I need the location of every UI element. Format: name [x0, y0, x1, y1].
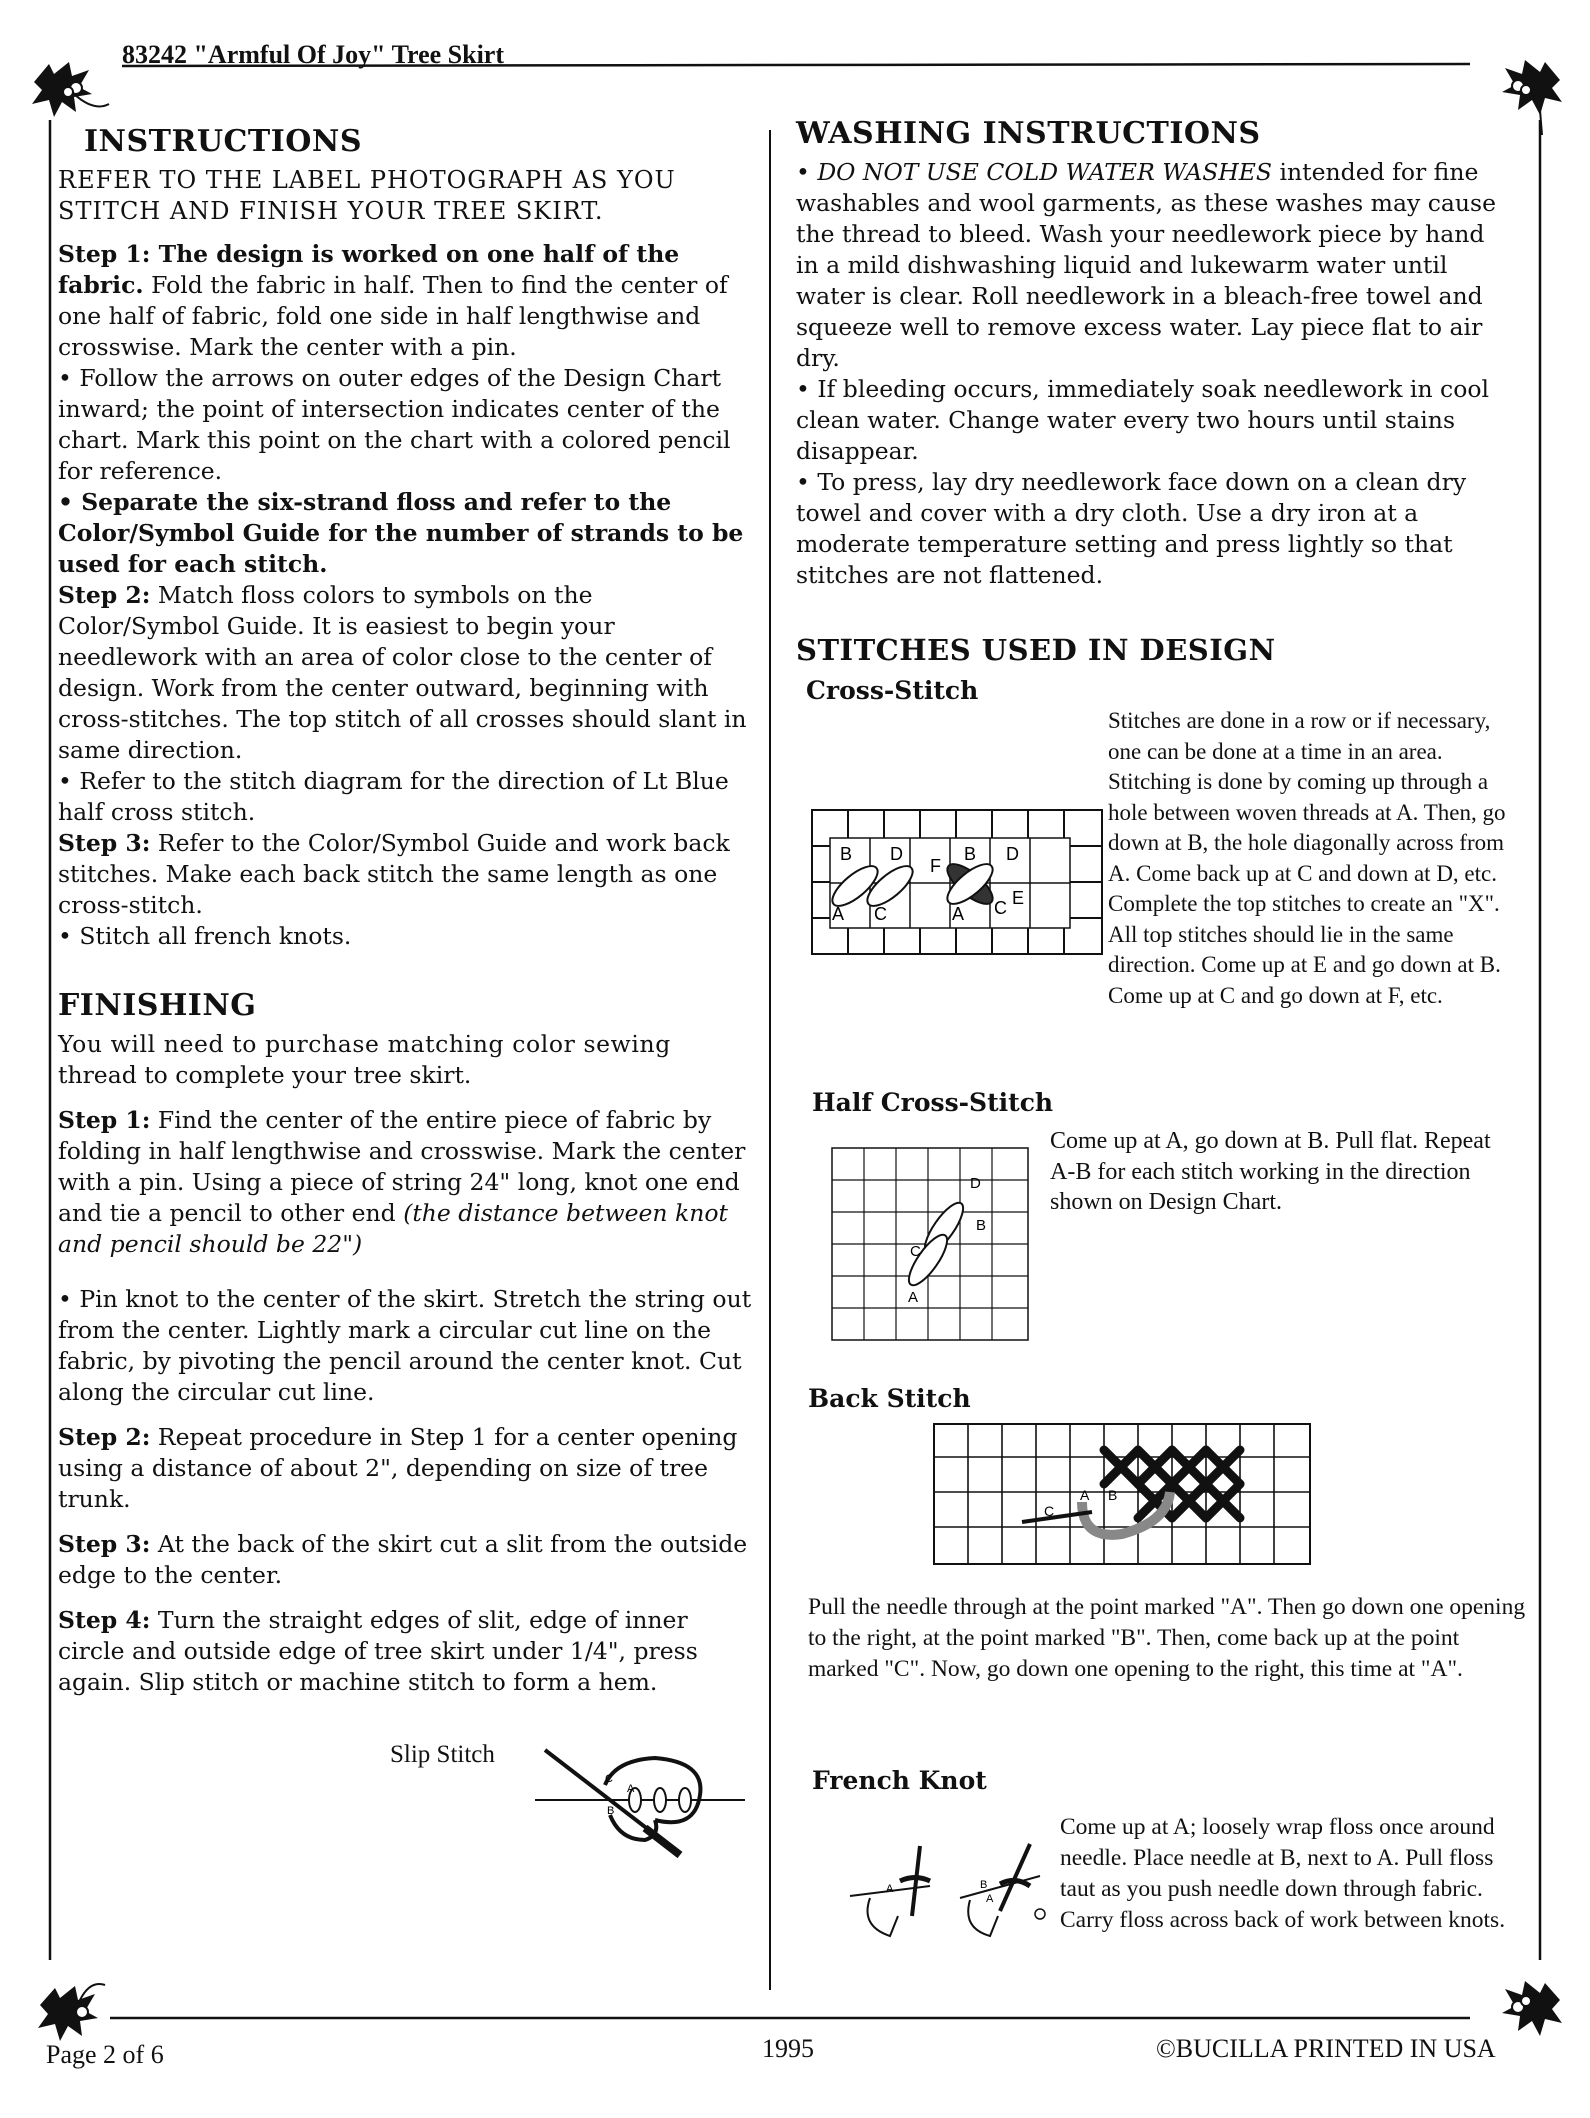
finishing-bullet: • Pin knot to the center of the skirt. Stretch the string out from the center. Lightly mark a circular cut line on the fabric, by pivoting the pencil around the center knot. Cut along the circular cut line.	[58, 1285, 752, 1406]
instructions-bullet: • Refer to the stitch diagram for the direction of Lt Blue half cross stitch.	[58, 767, 729, 826]
diagram-label: C	[910, 1243, 921, 1260]
diagram-label: B	[840, 844, 853, 864]
step-label: Step 2:	[58, 1423, 151, 1451]
diagram-label: D	[1006, 844, 1019, 864]
step-text: Match floss colors to symbols on the Color/Symbol Guide. It is easiest to begin your needlework with an area of color close to the center of design. Work from the center outward, beginning with cross-stitches. The top stitch of all crosses should slant in same direction.	[58, 581, 747, 764]
diagram-label: A	[986, 1893, 994, 1905]
washing-text: intended for fine washables and wool garments, as these washes may cause the thread to bleed. Wash your needlework piece by hand in a mild dishwashing liquid and lukewarm water until water is clear. Roll needlework in a bleach-free towel and squeeze well to remove excess water. Lay piece flat to air dry.	[796, 158, 1496, 372]
holly-icon-top-left	[14, 42, 124, 137]
washing-paragraph-3: • To press, lay dry needlework face down on a clean dry towel and cover with a dry cloth. Use a dry iron at a moderate temperature setting and press lightly so that stitches are not flattened.	[796, 468, 1467, 589]
instructions-bullet: • Follow the arrows on outer edges of the Design Chart inward; the point of intersection indicates center of the chart. Mark this point on the chart with a colored pencil for reference.	[58, 364, 731, 485]
step-text: Find the center of the entire piece of fabric by folding in half lengthwise and crosswise. Mark the center with a pin. Using a piece of string 24" long, knot one end and tie a pencil to other end	[58, 1106, 746, 1227]
footer-copyright: ©BUCILLA PRINTED IN USA	[1156, 2034, 1496, 2063]
diagram-label: C	[1044, 1503, 1055, 1519]
cross-stitch-diagram	[810, 808, 1105, 958]
step-text: Refer to the Color/Symbol Guide and work back stitches. Make each back stitch the same length as one cross-stitch.	[58, 829, 730, 919]
instructions-bullet: • Stitch all french knots.	[58, 922, 352, 950]
diagram-label: A	[952, 904, 965, 924]
holly-icon-bottom-left	[20, 1960, 130, 2050]
diagram-label: C	[874, 904, 887, 924]
washing-paragraph-1	[796, 157, 1500, 374]
page-number: Page 2 of 6	[46, 2040, 164, 2069]
left-column	[58, 124, 756, 1698]
right-column	[796, 116, 1500, 667]
step-text: Repeat procedure in Step 1 for a center opening using a distance of about 2", depending on size of tree trunk.	[58, 1423, 738, 1513]
instructions-bullet: • Separate the six-strand floss and refer to the Color/Symbol Guide for the number of strands to be used for each stitch.	[58, 488, 744, 578]
back-stitch-diagram	[932, 1422, 1312, 1568]
diagram-label: B	[980, 1879, 988, 1891]
cross-stitch-title: Cross-Stitch	[806, 676, 979, 705]
french-knot-title: French Knot	[812, 1766, 987, 1795]
washing-heading: WASHING INSTRUCTIONS	[796, 116, 1261, 151]
instructions-step-1	[58, 239, 756, 363]
finishing-intro-a: You will need to purchase matching color sewing	[58, 1030, 671, 1058]
finishing-step-4	[58, 1605, 756, 1698]
french-knot-diagram	[840, 1836, 1060, 1956]
step-label: Step 1:	[58, 1106, 151, 1134]
finishing-step-3	[58, 1529, 756, 1591]
back-stitch-text: Pull the needle through at the point marked "A". Then go down one opening to the right, at the point marked "B". Then, come back up at the point marked "C". Now, go down one opening to the right, this time at "A".	[808, 1594, 1526, 1682]
document-title: 83242 "Armful Of Joy" Tree Skirt	[122, 40, 505, 69]
instructions-intro: REFER TO THE LABEL PHOTOGRAPH AS YOU STITCH AND FINISH YOUR TREE SKIRT.	[58, 166, 676, 225]
finishing-step-1	[58, 1105, 756, 1260]
finishing-heading: FINISHING	[58, 988, 257, 1023]
diagram-label: D	[890, 844, 903, 864]
diagram-label: A	[886, 1883, 894, 1895]
half-cross-stitch-text: Come up at A, go down at B. Pull flat. Repeat A-B for each stitch working in the direction shown on Design Chart.	[1050, 1128, 1491, 1215]
step-text: Turn the straight edges of slit, edge of inner circle and outside edge of tree skirt under 1/4", press again. Slip stitch or machine stitch to form a hem.	[58, 1606, 698, 1696]
diagram-label: B	[607, 1805, 615, 1817]
diagram-label: B	[976, 1217, 987, 1234]
washing-warning: • DO NOT USE COLD WATER WASHES	[796, 158, 1273, 186]
diagram-label: D	[970, 1175, 981, 1192]
diagram-label: B	[964, 844, 977, 864]
diagram-label: A	[627, 1783, 635, 1795]
back-stitch-title: Back Stitch	[808, 1384, 971, 1413]
diagram-label: B	[1108, 1487, 1118, 1503]
step-label: Step 2:	[58, 581, 151, 609]
half-cross-stitch-title: Half Cross-Stitch	[812, 1088, 1054, 1117]
diagram-label: C	[994, 898, 1007, 918]
french-knot-text: Come up at A; loosely wrap floss once around needle. Place needle at B, next to A. Pull floss taut as you push needle down through fabric. Carry floss across back of work between knots.	[1060, 1814, 1506, 1933]
slip-stitch-diagram	[535, 1740, 755, 1860]
diagram-label: F	[930, 856, 941, 876]
step-label: Step 4:	[58, 1606, 151, 1634]
diagram-label: A	[832, 904, 845, 924]
diagram-label: A	[1080, 1487, 1090, 1503]
slip-stitch-label: Slip Stitch	[390, 1741, 495, 1768]
instructions-step-3	[58, 828, 756, 921]
step-text: Fold the fabric in half. Then to find the center of one half of fabric, fold one side in half lengthwise and crosswise. Mark the center with a pin.	[58, 271, 728, 361]
instructions-heading: INSTRUCTIONS	[84, 124, 362, 159]
footer-year: 1995	[762, 2034, 814, 2063]
stitches-heading: STITCHES USED IN DESIGN	[796, 633, 1276, 667]
diagram-label: E	[1012, 888, 1025, 908]
finishing-intro-b: thread to complete your tree skirt.	[58, 1061, 472, 1089]
cross-stitch-text: Stitches are done in a row or if necessary, one can be done at a time in an area. Stitching is done by coming up through a hole between woven threads at A. Then, go down at B, the hole diagonally across from A. Come back up at C and down at D, etc. Complete the top stitches to create an "X". All top stitches should lie in the same direction. Come up at E and go down at B. Come up at C and go down at F, etc.	[1108, 708, 1506, 1008]
diagram-label: A	[908, 1289, 919, 1306]
step-label: Step 3:	[58, 829, 151, 857]
step-label: Step 3:	[58, 1530, 151, 1558]
step-label: Step 1: The design is worked on one half of the fabric.	[58, 240, 680, 299]
instructions-step-2	[58, 580, 756, 766]
diagram-label: C	[605, 1773, 613, 1785]
step-note: (the distance between knot and pencil should be 22")	[58, 1199, 728, 1258]
washing-paragraph-2: • If bleeding occurs, immediately soak needlework in cool clean water. Change water every two hours until stains disappear.	[796, 375, 1490, 465]
half-cross-stitch-diagram	[830, 1146, 1030, 1346]
step-text: At the back of the skirt cut a slit from the outside edge to the center.	[58, 1530, 748, 1589]
finishing-step-2	[58, 1422, 756, 1515]
